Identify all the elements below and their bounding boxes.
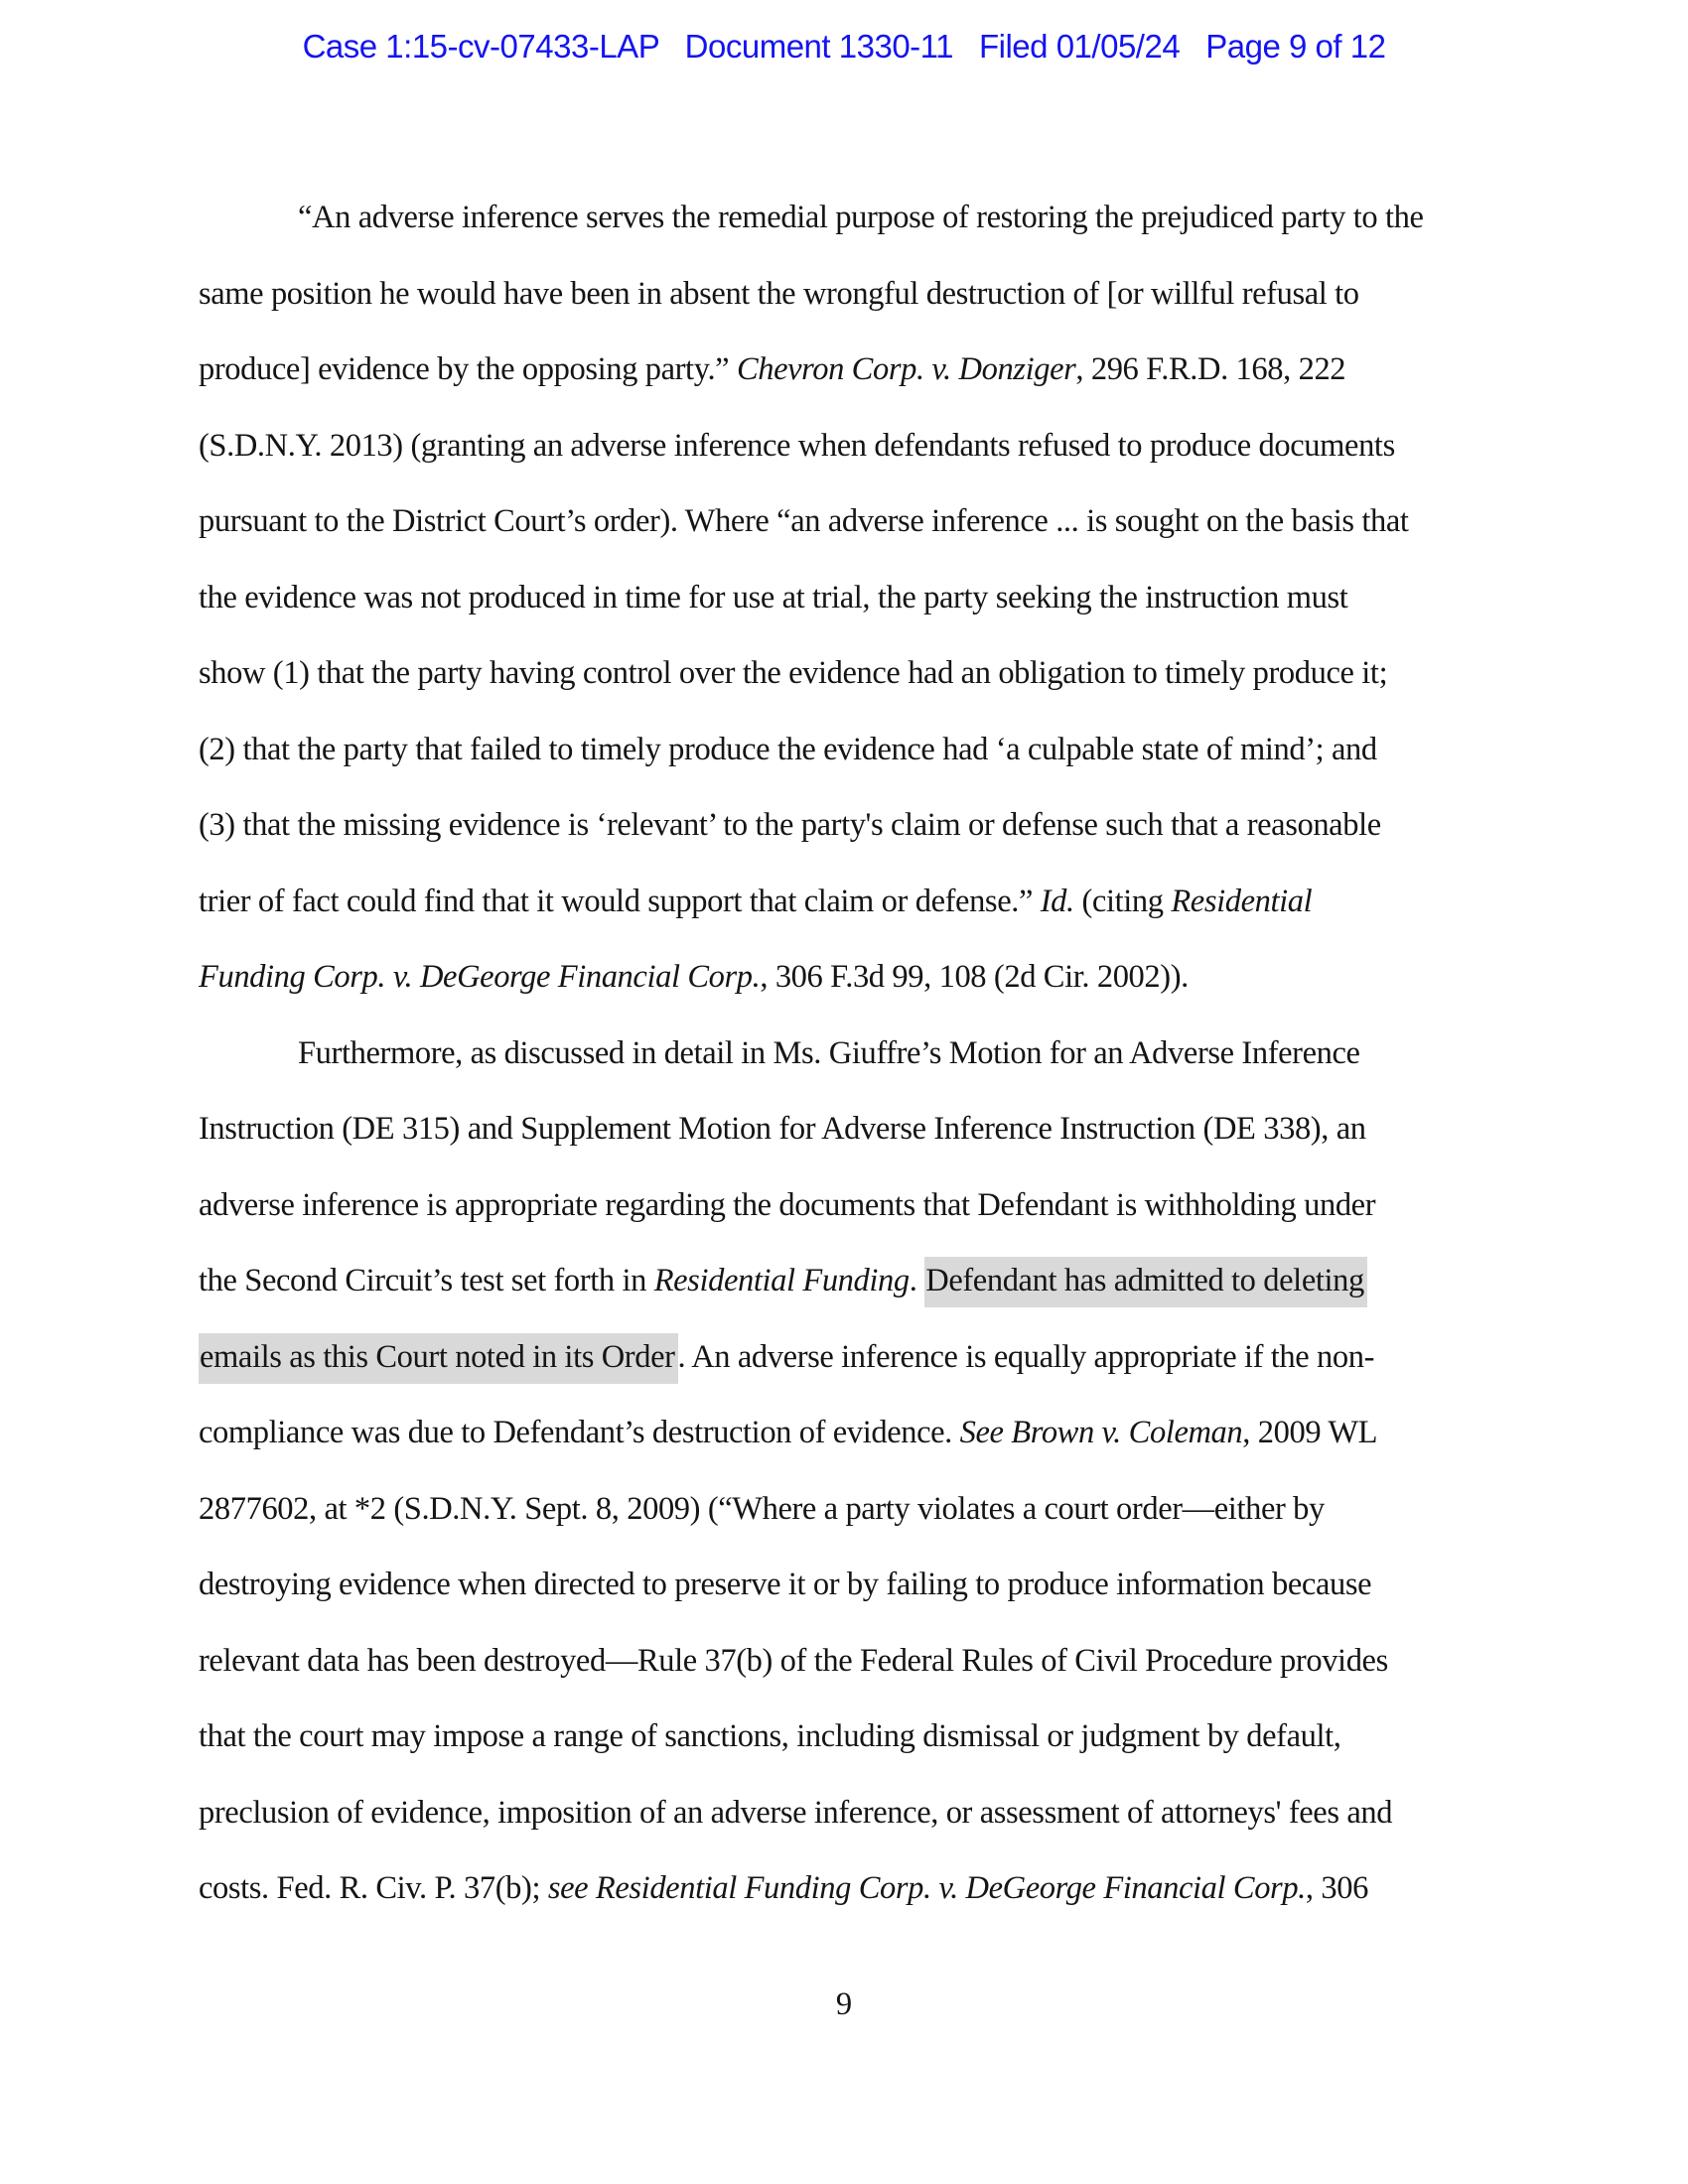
text-line <box>199 1547 1509 1623</box>
text-line <box>199 1319 1509 1396</box>
body-text-segment: produce] evidence by the opposing party.” <box>199 351 737 387</box>
body-text-segment: 2877602, at *2 (S.D.N.Y. Sept. 8, 2009) (“Where a party violates a court order—either by <box>199 1490 1325 1527</box>
text-line <box>199 560 1509 636</box>
body-text-segment: (2) that the party that failed to timely produce the evidence had ‘a culpable state of mind’; and <box>199 731 1377 767</box>
body-text-segment: that the court may impose a range of sanctions, including dismissal or judgment by default, <box>199 1718 1341 1754</box>
body-text-segment: (3) that the missing evidence is ‘relevant’ to the party's claim or defense such that a reasonable <box>199 807 1381 843</box>
page-number: 9 <box>835 1986 853 2022</box>
text-line <box>199 864 1509 940</box>
text-line <box>199 1395 1509 1471</box>
text-line <box>199 180 1509 256</box>
text-line <box>199 256 1509 333</box>
text-line <box>199 712 1509 788</box>
citation-italic-text: Id. <box>1040 883 1074 919</box>
citation-italic-text: see Residential Funding Corp. v. DeGeorge Financial Corp. <box>547 1870 1306 1906</box>
citation-italic-text: Funding Corp. v. DeGeorge Financial Corp. <box>199 959 761 995</box>
text-line <box>199 408 1509 484</box>
body-text-segment: the Second Circuit’s test set forth in <box>199 1263 654 1298</box>
body-text-segment: “An adverse inference serves the remedial purpose of restoring the prejudiced party to the <box>298 200 1424 235</box>
body-text-segment: same position he would have been in absent the wrongful destruction of [or willful refusal to <box>199 275 1359 312</box>
text-line <box>199 332 1509 408</box>
highlighted-text: emails as this Court noted in its Order <box>199 1333 678 1384</box>
body-text-segment: . An adverse inference is equally appropriate if the non- <box>677 1338 1375 1375</box>
body-text-segment: (citing <box>1073 883 1172 919</box>
citation-italic-text: See Brown v. Coleman <box>959 1415 1243 1450</box>
citation-italic-text: Residential <box>1171 883 1313 919</box>
text-line <box>199 1091 1509 1167</box>
body-text-segment: trier of fact could find that it would support that claim or defense.” <box>199 883 1041 919</box>
text-line <box>199 1471 1509 1548</box>
text-line <box>199 1623 1509 1700</box>
text-line <box>199 1016 1509 1092</box>
document-body <box>199 180 1509 1927</box>
body-text-segment: preclusion of evidence, imposition of an adverse inference, or assessment of attorneys' fees and <box>199 1794 1393 1831</box>
text-line <box>199 939 1509 1016</box>
highlighted-text: Defendant has admitted to deleting <box>924 1257 1367 1307</box>
body-text-segment: relevant data has been destroyed—Rule 37(b) of the Federal Rules of Civil Procedure provides <box>199 1642 1388 1679</box>
text-line <box>199 483 1509 560</box>
body-text-segment: pursuant to the District Court’s order). Where “an adverse inference ... is sought on the basis that <box>199 503 1409 539</box>
body-text-segment: the evidence was not produced in time for use at trial, the party seeking the instruction must <box>199 579 1348 615</box>
body-text-segment: , 306 <box>1305 1870 1368 1906</box>
body-text-segment: adverse inference is appropriate regarding the documents that Defendant is withholding under <box>199 1186 1376 1223</box>
body-text-segment: destroying evidence when directed to preserve it or by failing to produce information because <box>199 1567 1372 1602</box>
text-line <box>199 1243 1509 1319</box>
body-text-segment: , 296 F.R.D. 168, 222 <box>1075 351 1346 387</box>
body-text-segment: compliance was due to Defendant’s destruction of evidence. <box>199 1415 960 1450</box>
body-text-segment: show (1) that the party having control over the evidence had an obligation to timely produce it; <box>199 655 1388 691</box>
text-line <box>199 1699 1509 1775</box>
text-line <box>199 635 1509 712</box>
body-text-segment: . <box>909 1263 925 1298</box>
text-line <box>199 787 1509 864</box>
case-header-stamp: Case 1:15-cv-07433-LAP Document 1330-11 Filed 01/05/24 Page 9 of 12 <box>302 28 1386 65</box>
body-text-segment: , 2009 WL <box>1242 1415 1378 1450</box>
body-text-segment: Furthermore, as discussed in detail in Ms. Giuffre’s Motion for an Adverse Inference <box>298 1034 1360 1071</box>
citation-italic-text: Residential Funding <box>653 1263 910 1298</box>
text-line <box>199 1775 1509 1851</box>
body-text-segment: , 306 F.3d 99, 108 (2d Cir. 2002)). <box>760 959 1189 995</box>
text-line <box>199 1167 1509 1244</box>
text-line <box>199 1850 1509 1927</box>
citation-italic-text: Chevron Corp. v. Donziger <box>736 351 1076 387</box>
body-text-segment: costs. Fed. R. Civ. P. 37(b); <box>199 1870 548 1906</box>
body-text-segment: Instruction (DE 315) and Supplement Motion for Adverse Inference Instruction (DE 338), an <box>199 1111 1366 1147</box>
body-text-segment: (S.D.N.Y. 2013) (granting an adverse inference when defendants refused to produce documents <box>199 427 1395 464</box>
